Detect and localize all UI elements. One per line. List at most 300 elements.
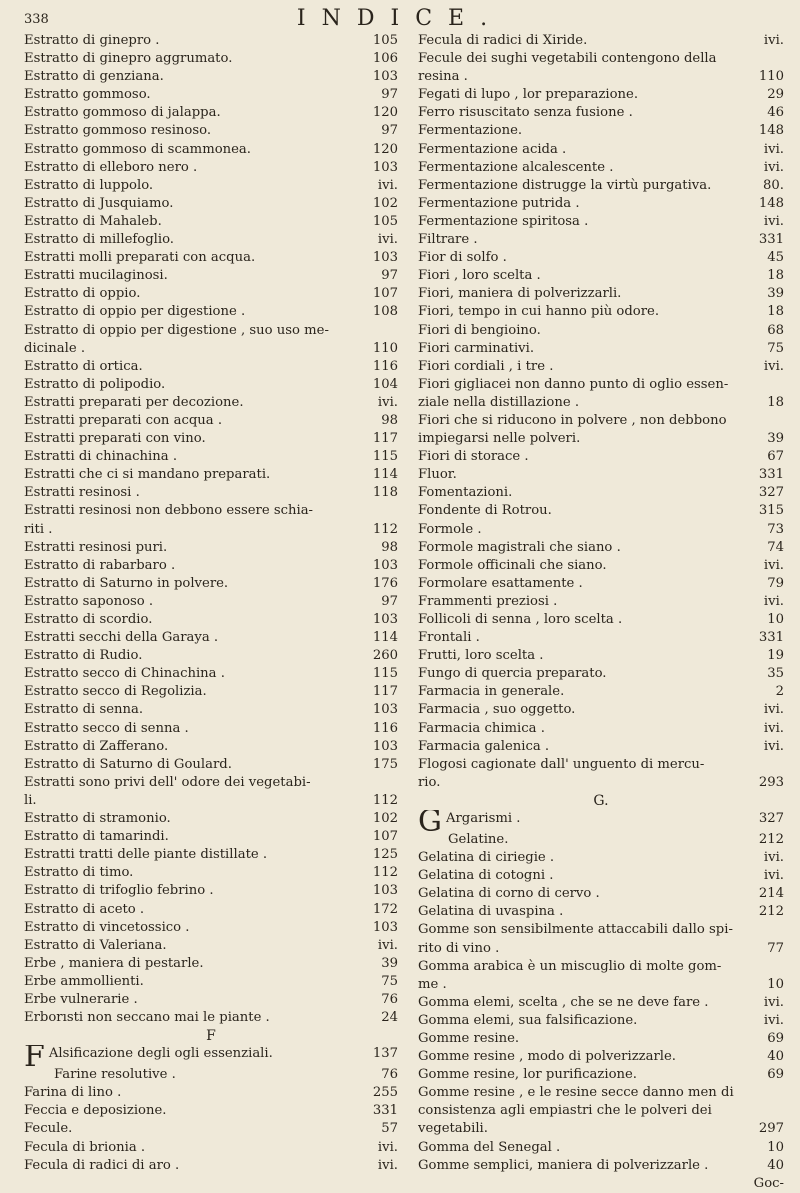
page-ref: 2 (775, 684, 784, 700)
entry-label: me . (418, 976, 447, 992)
page-ref: ivi. (763, 738, 784, 754)
page-ref: ivi. (377, 394, 398, 410)
entry-label: Gomma arabica è un miscuglio di molte gom- (418, 958, 722, 974)
entry-label: Estratto di oppio per digestione . (24, 304, 246, 320)
entry-text (418, 849, 742, 867)
entry-label: riti . (24, 521, 53, 537)
entry-label: Fermentazione alcalescente . (418, 159, 614, 175)
index-entry (24, 285, 398, 303)
entry-label: Erbe vulnerarie . (24, 991, 138, 1007)
page-ref: 39 (381, 955, 398, 971)
index-entry (418, 122, 784, 140)
entry-label: Fungo di quercia preparato. (418, 666, 607, 682)
index-entry (418, 466, 784, 484)
entry-text (24, 937, 356, 955)
entry-text (24, 810, 356, 828)
page-ref: 10 (767, 976, 784, 992)
entry-label: Fermentazione spiritosa . (418, 213, 589, 229)
index-entry (24, 376, 398, 394)
page-ref: 255 (372, 1085, 398, 1101)
entry-label: Estratto di Rudio. (24, 648, 143, 664)
index-entry (24, 756, 398, 774)
index-entry (418, 1175, 784, 1193)
entry-label: Gomme resine , e le resine secce danno men di (418, 1085, 734, 1101)
page-ref: 69 (767, 1067, 784, 1083)
entry-text (418, 267, 742, 285)
entry-text (24, 557, 356, 575)
entry-text (418, 159, 742, 177)
index-entry (24, 122, 398, 140)
entry-label: rio. (418, 774, 441, 790)
index-entry (418, 1102, 784, 1120)
page-ref: 76 (381, 1067, 398, 1083)
entry-label: Fegati di lupo , lor preparazione. (418, 87, 639, 103)
entry-label: Fiori che si riducono in polvere , non debbono (418, 412, 727, 428)
index-entry (418, 831, 784, 849)
entry-text (24, 141, 356, 159)
index-entry (418, 774, 784, 792)
page-ref: 103 (372, 69, 398, 85)
entry-text (24, 991, 356, 1009)
entry-label: Estratti preparati con acqua . (24, 412, 223, 428)
page-ref: 40 (767, 1049, 784, 1065)
index-entry (24, 611, 398, 629)
entry-text (24, 285, 356, 303)
index-entry (418, 738, 784, 756)
entry-text (24, 701, 356, 719)
entry-label: Estratto di vincetossico . (24, 919, 190, 935)
index-entry (24, 955, 398, 973)
index-entry (24, 394, 398, 412)
index-entry (418, 994, 784, 1012)
page-ref: ivi. (763, 159, 784, 175)
entry-text (418, 629, 742, 647)
entry-label: Estratto secco di Regolizia. (24, 684, 207, 700)
index-entry (24, 991, 398, 1009)
page-ref: 106 (372, 51, 398, 67)
entry-label: Erborısti non seccano mai le piante . (24, 1010, 270, 1026)
page-ref: 331 (758, 467, 784, 483)
entry-label: Estratti secchi della Garaya . (24, 630, 219, 646)
entry-label: Erbe ammollienti. (24, 973, 144, 989)
entry-text (418, 303, 742, 321)
entry-label: Estratto gommoso resinoso. (24, 123, 212, 139)
entry-label: Fermentazione acida . (418, 141, 567, 157)
index-entry (24, 358, 398, 376)
entry-text (418, 521, 742, 539)
index-entry (418, 430, 784, 448)
entry-text (418, 412, 742, 430)
index-entry (24, 810, 398, 828)
entry-text (418, 885, 742, 903)
entry-label: Estratti di chinachina . (24, 449, 178, 465)
index-entry (24, 1120, 398, 1138)
entry-text (24, 864, 356, 882)
entry-text (418, 1030, 742, 1048)
page-ref: 137 (372, 1046, 398, 1062)
entry-text (418, 774, 742, 792)
entry-text (24, 828, 356, 846)
page-ref: 148 (758, 195, 784, 211)
index-entry (418, 502, 784, 520)
entry-label: Estratto di Saturno in polvere. (24, 575, 229, 591)
page-ref: 105 (372, 33, 398, 48)
entry-text (418, 665, 742, 683)
index-entry (24, 683, 398, 701)
page-ref: 35 (767, 666, 784, 682)
entry-text (24, 86, 356, 104)
entry-text (24, 484, 356, 502)
entry-text (418, 1139, 742, 1157)
index-entry (24, 32, 398, 50)
entry-label: Flogosi cagionate dall' unguento di mercu- (418, 756, 705, 772)
page-ref: 103 (372, 557, 398, 573)
entry-label: Estratto di polipodio. (24, 376, 166, 392)
entry-label: Gelatina di cotogni . (418, 868, 554, 884)
entry-label: Estratti preparati per decozione. (24, 394, 244, 410)
page-title: INDICE. (296, 6, 504, 31)
index-entry (418, 810, 784, 831)
index-entry (418, 267, 784, 285)
page-ref: 68 (767, 322, 784, 338)
entry-label: Fermentazione distrugge la virtù purgativa. (418, 177, 712, 193)
page-ref: 117 (372, 431, 398, 447)
entry-label: Estratto di stramonio. (24, 811, 171, 827)
section-letter: G. (593, 792, 609, 809)
page-number: 338 (24, 12, 49, 27)
page-ref: 148 (758, 123, 784, 139)
page-ref: 75 (767, 340, 784, 356)
index-entry (418, 32, 784, 50)
page-ref: 102 (372, 195, 398, 211)
page-ref: ivi. (377, 1157, 398, 1173)
entry-text (24, 774, 356, 792)
entry-text (418, 1120, 742, 1138)
page-ref: 80. (763, 177, 784, 193)
page-ref: 104 (372, 376, 398, 392)
entry-label: Frutti, loro scelta . (418, 648, 544, 664)
entry-label: Gelatine. (448, 831, 509, 847)
page-ref: 103 (372, 702, 398, 718)
entry-text (418, 976, 742, 994)
entry-label: Gomme resine , modo di polverizzarle. (418, 1049, 676, 1065)
entry-text (418, 831, 742, 849)
entry-label: Fecule. (24, 1121, 73, 1137)
entry-text (418, 701, 742, 719)
entry-label: Estratto di luppolo. (24, 177, 154, 193)
index-entry (24, 864, 398, 882)
index-entry (24, 502, 398, 520)
entry-text (24, 1120, 356, 1138)
entry-label: Farmacia galenica . (418, 738, 550, 754)
entry-label: Estratti sono privi dell' odore dei vegetabi- (24, 774, 311, 790)
index-entry (24, 774, 398, 792)
page-ref: 97 (381, 87, 398, 103)
index-entry (418, 701, 784, 719)
entry-text (24, 104, 356, 122)
entry-text (418, 195, 742, 213)
index-entry (418, 412, 784, 430)
entry-label: Fiori cordiali , i tre . (418, 358, 554, 374)
entry-text (418, 867, 742, 885)
page-ref: ivi. (763, 33, 784, 48)
page-ref: 212 (758, 831, 784, 847)
entry-label: Gelatina di ciriegie . (418, 850, 555, 866)
index-entry (24, 919, 398, 937)
index-entry (24, 1084, 398, 1102)
index-entry (24, 195, 398, 213)
entry-label: Estratti molli preparati con acqua. (24, 250, 256, 266)
page-ref: 315 (758, 503, 784, 519)
page-ref: 331 (372, 1103, 398, 1119)
index-entry (24, 720, 398, 738)
page-ref: 114 (372, 630, 398, 646)
page-ref: ivi. (763, 850, 784, 866)
entry-label: Estratti resinosi . (24, 485, 140, 501)
entry-label: Estratto di ortica. (24, 358, 143, 374)
page-ref: 115 (372, 666, 398, 682)
entry-label: Estratto di Mahaleb. (24, 213, 162, 229)
page-ref: 40 (767, 1157, 784, 1173)
index-entry (24, 882, 398, 900)
entry-text (418, 994, 742, 1012)
page-ref: ivi. (377, 1139, 398, 1155)
page-ref: 175 (372, 756, 398, 772)
page-ref: 110 (758, 69, 784, 85)
index-entry (418, 629, 784, 647)
page-ref: 107 (372, 286, 398, 302)
page-ref: 102 (372, 811, 398, 827)
section-letter: F (206, 1028, 216, 1045)
entry-text (418, 557, 742, 575)
page-ref: 172 (372, 901, 398, 917)
index-entry (418, 141, 784, 159)
index-entry (24, 412, 398, 430)
page-ref: 98 (381, 412, 398, 428)
entry-label: Farmacia , suo oggetto. (418, 702, 576, 718)
page-ref: 76 (381, 991, 398, 1007)
entry-text (24, 267, 356, 285)
entry-label: Gelatina di uvaspina . (418, 904, 564, 920)
index-entry (418, 940, 784, 958)
entry-text (24, 430, 356, 448)
index-entry (418, 867, 784, 885)
entry-text (418, 376, 742, 394)
entry-label: Follicoli di senna , loro scelta . (418, 612, 623, 627)
page-ref: 39 (767, 431, 784, 447)
index-entry (24, 1102, 398, 1120)
page-ref: ivi. (763, 702, 784, 718)
index-entry (24, 104, 398, 122)
entry-label: Estratti resinosi non debbono essere schia- (24, 503, 314, 519)
entry-text (24, 376, 356, 394)
entry-label: Estratti mucilaginosi. (24, 268, 168, 284)
entry-label: Estratto di ginepro . (24, 33, 160, 48)
page-ref: 69 (767, 1030, 784, 1046)
entry-label: Estratto di scordio. (24, 612, 153, 627)
entry-label: Estratto gommoso di jalappa. (24, 105, 221, 121)
entry-text (418, 575, 742, 593)
entry-label: Estratti tratti delle piante distillate . (24, 847, 268, 863)
entry-label: Formole officinali che siano. (418, 557, 607, 573)
page-ref: ivi. (763, 868, 784, 884)
index-entry (24, 448, 398, 466)
page-ref: 10 (767, 612, 784, 627)
page-ref: 117 (372, 684, 398, 700)
page-ref: 98 (381, 539, 398, 555)
index-entry (24, 141, 398, 159)
page-ref: 46 (767, 105, 784, 121)
page-ref: 114 (372, 467, 398, 483)
index-entry (418, 1012, 784, 1030)
index-entry (418, 593, 784, 611)
entry-text (24, 122, 356, 140)
entry-text (24, 611, 356, 629)
index-entry (418, 665, 784, 683)
entry-label: li. (24, 792, 37, 808)
page-ref: 112 (372, 865, 398, 881)
entry-text (418, 141, 742, 159)
page-ref: 327 (758, 810, 784, 826)
page-ref: ivi. (763, 593, 784, 609)
entry-label: Farina di lino . (24, 1085, 122, 1101)
entry-text (24, 249, 356, 267)
entry-label: Alsificazione degli ogli essenziali. (48, 1046, 273, 1062)
entry-label: resina . (418, 69, 468, 85)
page-ref: 103 (372, 612, 398, 627)
entry-label: Fiori di storace . (418, 449, 529, 465)
page-ref: Goc- (753, 1175, 784, 1191)
entry-label: Gomme semplici, maniera di polverizzarle . (418, 1157, 709, 1173)
page-ref: ivi. (763, 358, 784, 374)
entry-text (418, 593, 742, 611)
index-entry (418, 376, 784, 394)
entry-text (418, 683, 742, 701)
index-entry (24, 539, 398, 557)
index-entry (418, 285, 784, 303)
entry-label: Farmacia in generale. (418, 684, 565, 700)
index-entry (418, 394, 784, 412)
entry-text (418, 86, 742, 104)
page-ref: 103 (372, 250, 398, 266)
entry-text (24, 358, 356, 376)
page-ref: 118 (372, 485, 398, 501)
page-ref: 19 (767, 648, 784, 664)
entry-label: Estratto di oppio. (24, 286, 141, 302)
entry-text (418, 940, 742, 958)
index-entry (418, 647, 784, 665)
entry-label: Gomme resine, lor purificazione. (418, 1067, 638, 1083)
page-header (0, 4, 800, 34)
entry-label: Formole . (418, 521, 482, 537)
page-ref: 120 (372, 105, 398, 121)
page-ref: 74 (767, 539, 784, 555)
entry-text (418, 1048, 742, 1066)
page-ref: 75 (381, 973, 398, 989)
index-entry (24, 267, 398, 285)
entry-text (24, 1009, 356, 1027)
page-ref: 327 (758, 485, 784, 501)
index-entry (24, 557, 398, 575)
entry-text (418, 177, 742, 195)
entry-text (24, 50, 356, 68)
entry-text (418, 231, 742, 249)
index-entry (24, 249, 398, 267)
page-ref: ivi. (763, 1012, 784, 1028)
entry-label: Estratto di Zafferano. (24, 738, 169, 754)
index-entry (24, 521, 398, 539)
page-ref: 103 (372, 883, 398, 899)
page-ref: 18 (767, 268, 784, 284)
entry-label: rito di vino . (418, 940, 500, 956)
index-entry (418, 1139, 784, 1157)
entry-text (24, 973, 356, 991)
page-ref: 18 (767, 394, 784, 410)
entry-text (418, 285, 742, 303)
entry-label: consistenza agli empiastri che le polveri dei (418, 1103, 712, 1119)
entry-label: Gomma elemi, sua falsificazione. (418, 1012, 638, 1028)
entry-label: Gelatina di corno di cervo . (418, 886, 600, 902)
entry-text (418, 322, 742, 340)
page-ref: 67 (767, 449, 784, 465)
entry-text (418, 430, 742, 448)
index-entry (24, 1066, 398, 1084)
entry-label: Frammenti preziosi . (418, 593, 558, 609)
entry-label: Fecula di radici di aro . (24, 1157, 180, 1173)
index-entry (418, 720, 784, 738)
index-entry (418, 521, 784, 539)
page-ref: 73 (767, 521, 784, 537)
index-entry (418, 68, 784, 86)
page-ref: ivi. (763, 213, 784, 229)
index-entry (24, 68, 398, 86)
page-ref: 97 (381, 123, 398, 139)
entry-label: Estratto di tamarindi. (24, 829, 169, 845)
page-ref: ivi. (763, 720, 784, 736)
entry-text (418, 50, 742, 68)
entry-text (418, 738, 742, 756)
entry-text (24, 322, 356, 340)
index-entry (418, 303, 784, 321)
page-ref: 125 (372, 847, 398, 863)
page-ref: ivi. (763, 557, 784, 573)
entry-text (24, 955, 356, 973)
index-entry (24, 484, 398, 502)
entry-text (418, 484, 742, 502)
index-entry (418, 104, 784, 122)
page-ref: 97 (381, 268, 398, 284)
page-ref: 103 (372, 919, 398, 935)
index-entry (418, 340, 784, 358)
entry-label: Fiori gigliacei non danno punto di oglio essen- (418, 376, 729, 392)
entry-text (24, 521, 356, 539)
entry-label: Feccia e deposizione. (24, 1103, 167, 1119)
entry-text (418, 502, 742, 520)
index-entry (418, 1157, 784, 1175)
entry-label: Estratto gommoso. (24, 87, 151, 103)
index-entry (418, 976, 784, 994)
entry-text (418, 448, 742, 466)
entry-label: Fermentazione putrida . (418, 195, 580, 211)
page-ref: 77 (767, 940, 784, 956)
entry-label: Estratto di ginepro aggrumato. (24, 51, 233, 67)
entry-label: Fiori, maniera di polverizzarli. (418, 286, 622, 302)
page-ref: 331 (758, 232, 784, 248)
index-entry (418, 249, 784, 267)
page-ref: 115 (372, 449, 398, 465)
entry-label: Fomentazioni. (418, 485, 513, 501)
index-entry (24, 792, 398, 810)
